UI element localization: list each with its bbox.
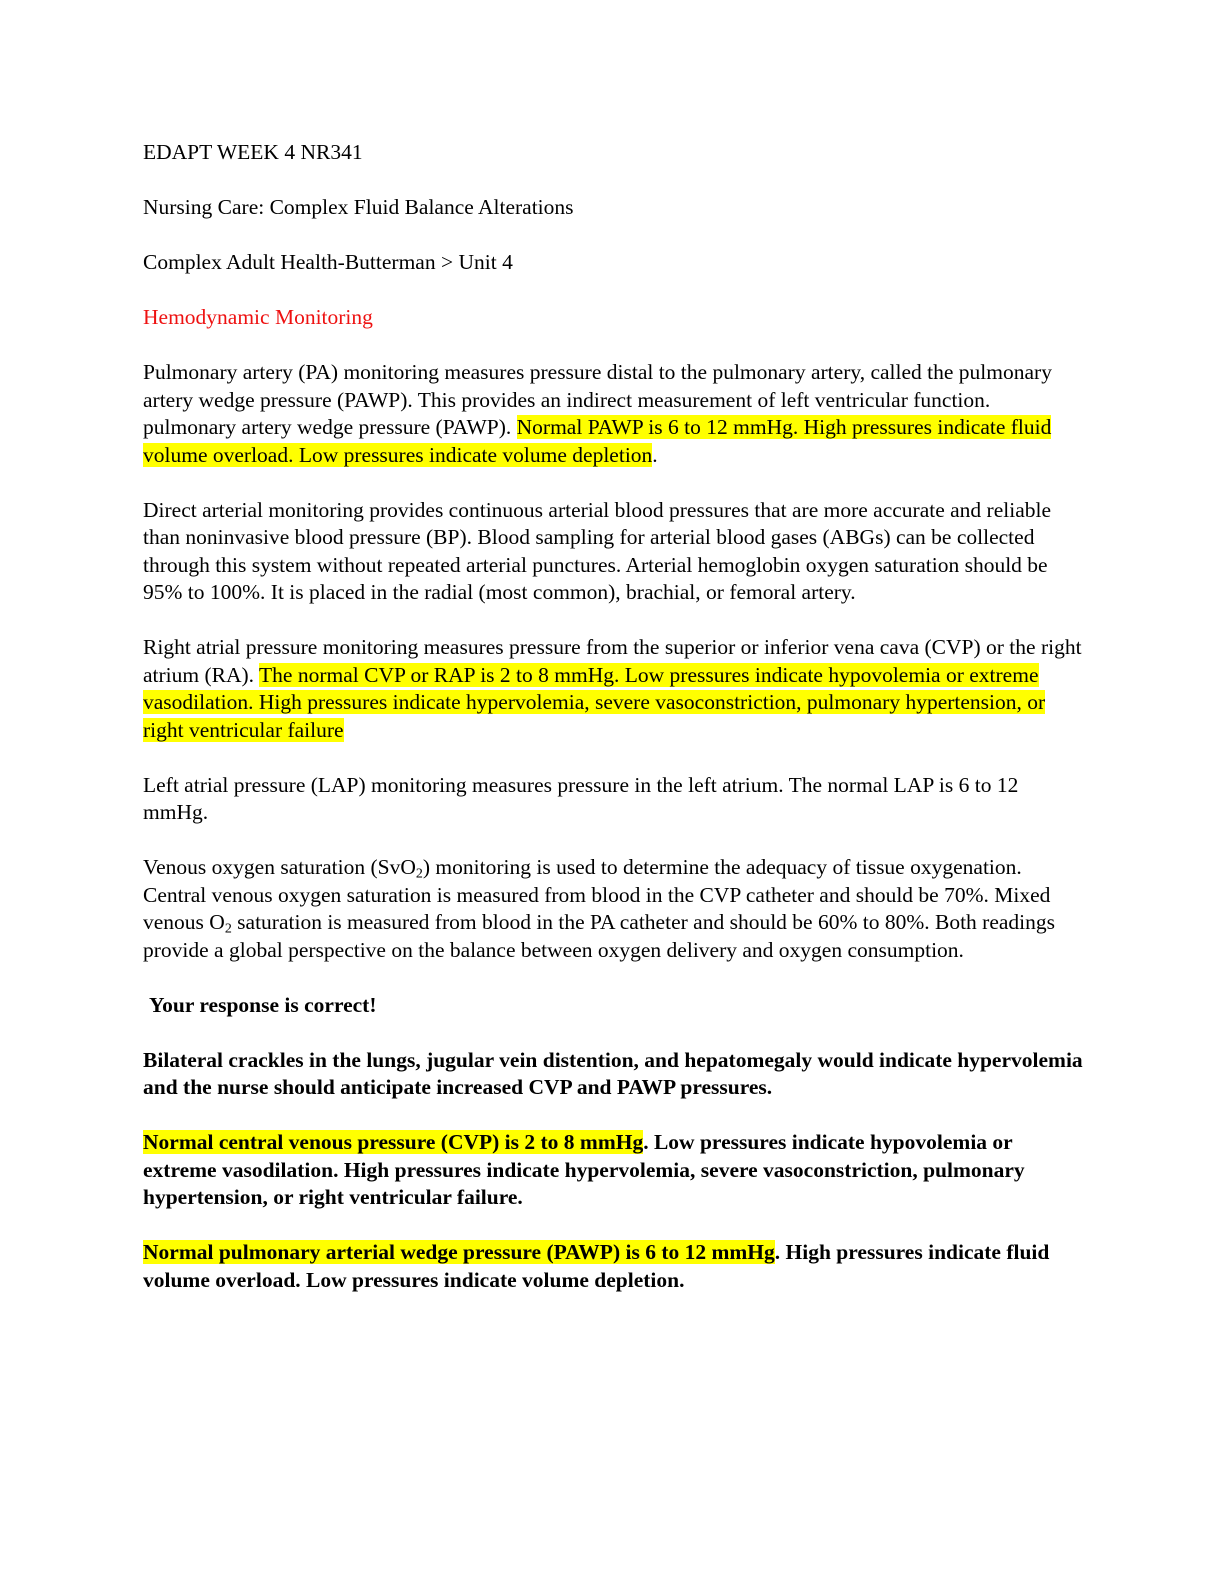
ra-text: Right atrial pressure monitoring measures pressure from the superior or inferior vena cava (CVP) or the right atrium (RA). (143, 635, 1082, 687)
o2-subscript: 2 (224, 921, 232, 937)
doc-header-line-2: Nursing Care: Complex Fluid Balance Alterations (143, 195, 574, 219)
paragraph-pawp-normal (143, 1239, 1083, 1294)
svo2-subscript: 2 (415, 866, 423, 882)
response-message: Your response is correct! (149, 992, 377, 1017)
document-page (143, 139, 1083, 1322)
pa-highlight: Normal PAWP is 6 to 12 mmHg. High pressures indicate fluid volume overload. Low pressures indicate volume depletion (143, 415, 1052, 467)
ra-highlight: The normal CVP or RAP is 2 to 8 mmHg. Low pressures indicate hypovolemia or extreme vasodilation. High pressures indicate hypervolemia, severe vasoconstriction, pulmonary hypertension, or right ventricular failure (143, 662, 1046, 742)
pa-text: Pulmonary artery (PA) monitoring measures pressure distal to the pulmonary artery, called the pulmonary artery wedge pressure (PAWP). This provides an indirect measurement of left ventricular function. pulmonary artery wedge pressure (PAWP). (143, 360, 1052, 439)
paragraph-right-atrial (143, 634, 1083, 744)
doc-header-line-3: Complex Adult Health-Butterman > Unit 4 (143, 250, 513, 274)
pawp-highlight: Normal pulmonary arterial wedge pressure (PAWP) is 6 to 12 mmHg (143, 1240, 775, 1264)
cvp-text: . Low pressures indicate hypovolemia or extreme vasodilation. High pressures indicate hypervolemia, severe vasoconstriction, pulmonary hypertension, or right ventricular failure. (143, 1130, 1025, 1209)
paragraph-hypervolemia: Bilateral crackles in the lungs, jugular vein distention, and hepatomegaly would indicate hypervolemia and the nurse should anticipate increased CVP and PAWP pressures. (143, 1047, 1083, 1099)
paragraph-venous-oxygen (143, 854, 1083, 964)
svo2-text-3: saturation is measured from blood in the PA catheter and should be 60% to 80%. Both readings provide a global perspective on the balance between oxygen delivery and oxygen consumption. (143, 910, 1056, 962)
pa-tail: . (652, 442, 658, 467)
cvp-highlight: Normal central venous pressure (CVP) is 2 to 8 mmHg (143, 1130, 644, 1154)
pawp-text: . High pressures indicate fluid volume overload. Low pressures indicate volume depletion. (143, 1240, 1050, 1292)
svo2-text-2: ) monitoring is used to determine the adequacy of tissue oxygenation. Central venous oxygen saturation is measured from blood in the CVP catheter and should be 70%. Mixed venous O (143, 855, 1051, 934)
svo2-text-1: Venous oxygen saturation (SvO (143, 855, 416, 879)
paragraph-cvp-normal (143, 1129, 1083, 1212)
paragraph-arterial-monitoring: Direct arterial monitoring provides continuous arterial blood pressures that are more accurate and reliable than noninvasive blood pressure (BP). Blood sampling for arterial blood gases (ABGs) can be collected through this system without repeated arterial punctures. Arterial hemoglobin oxygen saturation should be 95% to 100%. It is placed in the radial (most common), brachial, or femoral artery. (143, 497, 1052, 604)
paragraph-pa-monitoring (143, 359, 1083, 469)
doc-header-line-1: EDAPT WEEK 4 NR341 (143, 140, 363, 164)
section-title: Hemodynamic Monitoring (143, 305, 373, 329)
paragraph-left-atrial: Left atrial pressure (LAP) monitoring measures pressure in the left atrium. The normal LAP is 6 to 12 mmHg. (143, 772, 1019, 824)
